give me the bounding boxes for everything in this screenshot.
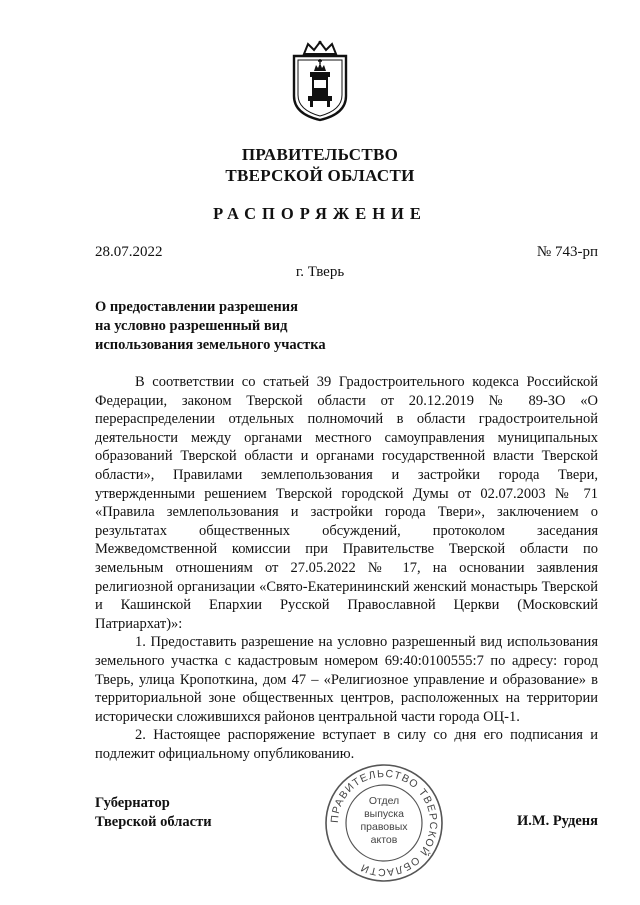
subject-line: О предоставлении разрешения — [95, 299, 298, 315]
stamp-inner-text — [346, 795, 422, 847]
signatory-position-line2: Тверской области — [95, 814, 212, 830]
stamp-inner-line: выпуска — [364, 808, 404, 820]
signatory-position-line1: Губернатор — [95, 795, 170, 811]
signatory-name: И.М. Руденя — [516, 813, 598, 829]
document-city: г. Тверь — [295, 264, 345, 280]
stamp-ring-text: ПРАВИТЕЛЬСТВО ТВЕРСКОЙ ОБЛАСТИ — [328, 767, 440, 879]
coat-of-arms-icon — [290, 40, 350, 122]
body-paragraph-item-1: 1. Предоставить разрешение на условно разрешенный вид использования земельного участка с кадастровым номером 69:40:0100555:7 по адресу: город Тверь, улица Кропоткина, дом 47 – «Религиозное управление и образование» в территориальной зоне общественных центров, расположенных на территории исторически сложившихся районов центральной части города ОЦ-1. — [95, 634, 598, 725]
organization-name-line2: ТВЕРСКОЙ ОБЛАСТИ — [225, 166, 415, 185]
body-paragraph-item-2: 2. Настоящее распоряжение вступает в силу со дня его подписания и подлежит официальному опубликованию. — [95, 727, 598, 762]
document-date: 28.07.2022 — [95, 244, 163, 260]
subject-line: на условно разрешенный вид — [95, 318, 288, 334]
organization-name-line1: ПРАВИТЕЛЬСТВО — [241, 145, 399, 164]
stamp-inner-line: актов — [370, 834, 398, 846]
document-type-title: РАСПОРЯЖЕНИЕ — [213, 204, 427, 223]
stamp-inner-line: правовых — [360, 821, 408, 833]
document-subject — [95, 298, 395, 355]
stamp-inner-line: Отдел — [368, 795, 400, 807]
subject-line: использования земельного участка — [95, 337, 326, 353]
body-paragraph-preamble: В соответствии со статьей 39 Градостроительного кодекса Российской Федерации, законом Тверской области от 20.12.2019 № 89-ЗО «О перераспределении отдельных полномочий в области градостроительной деятельности между органами местного самоуправления муниципальных образований Тверской области и органами государственной власти Тверской области», Правилами землепользования и застройки города Твери, утвержденными решением Тверской городской Думы от 02.07.2003 № 71 «Правила землепользования и застройки города Твери», заключением о результатах общественных обсуждений, протоколом заседания Межведомственной комиссии при Правительстве Тверской области по земельным отношениям от 27.05.2022 № 17, на основании заявления религиозной организации «Свято-Екатерининский женский монастырь Тверской и Кашинской Епархии Русской Православной Церкви (Московский Патриархат)»: — [95, 374, 598, 632]
document-number: № 743-рп — [536, 244, 598, 260]
document-body — [95, 373, 598, 763]
signatory-position — [95, 794, 212, 832]
